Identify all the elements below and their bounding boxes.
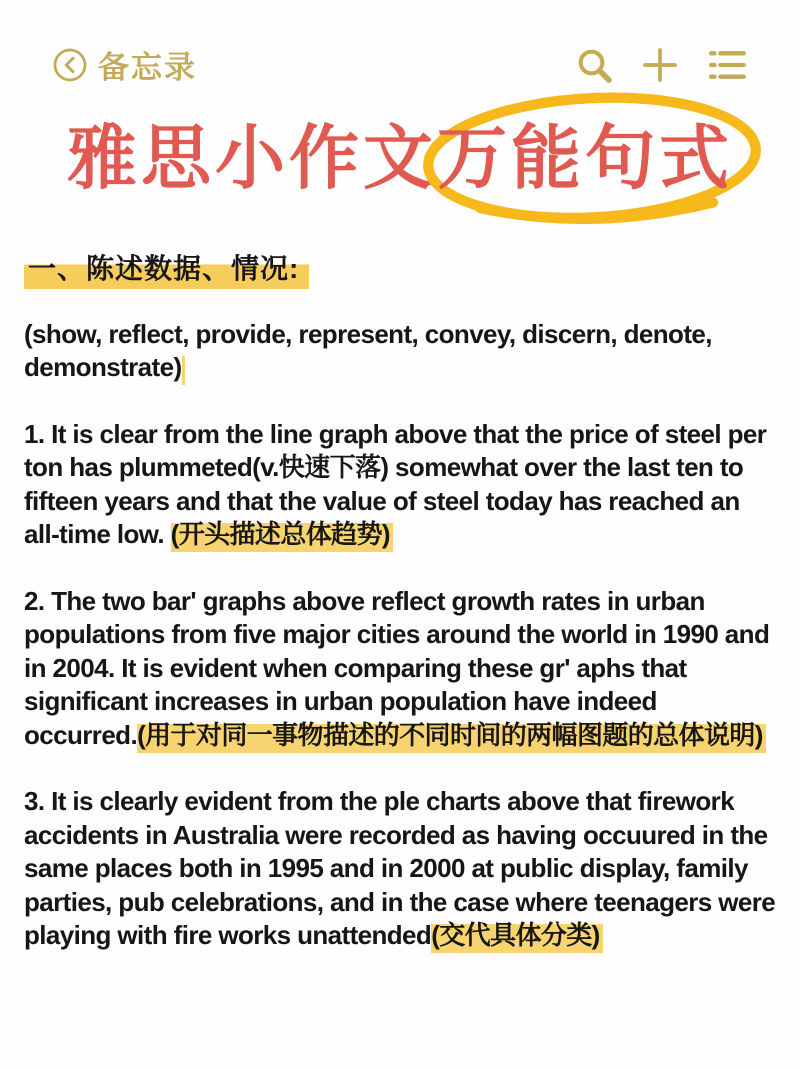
paragraph-highlight: (用于对同一事物描述的不同时间的两幅图题的总体说明)	[137, 720, 766, 753]
section-heading	[24, 252, 776, 286]
bulleted-list-icon[interactable]	[706, 45, 748, 85]
paragraph-text: 2. The two bar' graphs above reflect growth rates in urban populations from five major cities around the world in 1990 and in 2004. It is evident when comparing these gr' aphs that significant increases in urban population have indeed occurred.	[24, 585, 770, 750]
section-heading-highlight: 一、陈述数据、情况:	[24, 253, 309, 289]
paragraph-highlight: (开头描述总体趋势)	[171, 519, 393, 552]
magnifier-icon[interactable]	[574, 45, 614, 85]
note-title	[0, 113, 800, 204]
paragraph-text: 3. It is clearly evident from the ple charts above that firework accidents in Australia were recorded as having occuured in the same places both in 1995 and in 2000 at public display, family parties, pub celebrations, and in the case where teenagers were playing with fire works unattended	[24, 786, 776, 950]
plus-icon[interactable]	[640, 45, 680, 85]
paragraph-highlight: (交代具体分类)	[431, 920, 603, 953]
verb-list-paragraph	[24, 318, 776, 385]
nav-actions	[574, 45, 748, 85]
paragraph-text: (show, reflect, provide, represent, convey, discern, denote, demonstrate)	[24, 318, 712, 382]
paragraph-highlight	[182, 352, 185, 385]
back-label: 备忘录	[98, 50, 197, 85]
template-paragraph-1	[24, 418, 776, 552]
template-paragraph-2	[24, 585, 776, 753]
note-content[interactable]	[0, 252, 800, 953]
template-paragraph-3	[24, 785, 776, 953]
back-button[interactable]	[52, 42, 197, 87]
nav-bar	[0, 0, 800, 87]
chevron-back-circle-icon	[52, 47, 88, 83]
title-circled-text: 万能句式	[437, 113, 733, 204]
title-plain-text: 雅思小作文	[67, 119, 437, 197]
paragraph-text: 1. It is clear from the line graph above that the price of steel per ton has plummeted(v.快速下落) somewhat over the last ten to fifteen years and that the value of steel today has reached an all-time low.	[24, 418, 767, 549]
